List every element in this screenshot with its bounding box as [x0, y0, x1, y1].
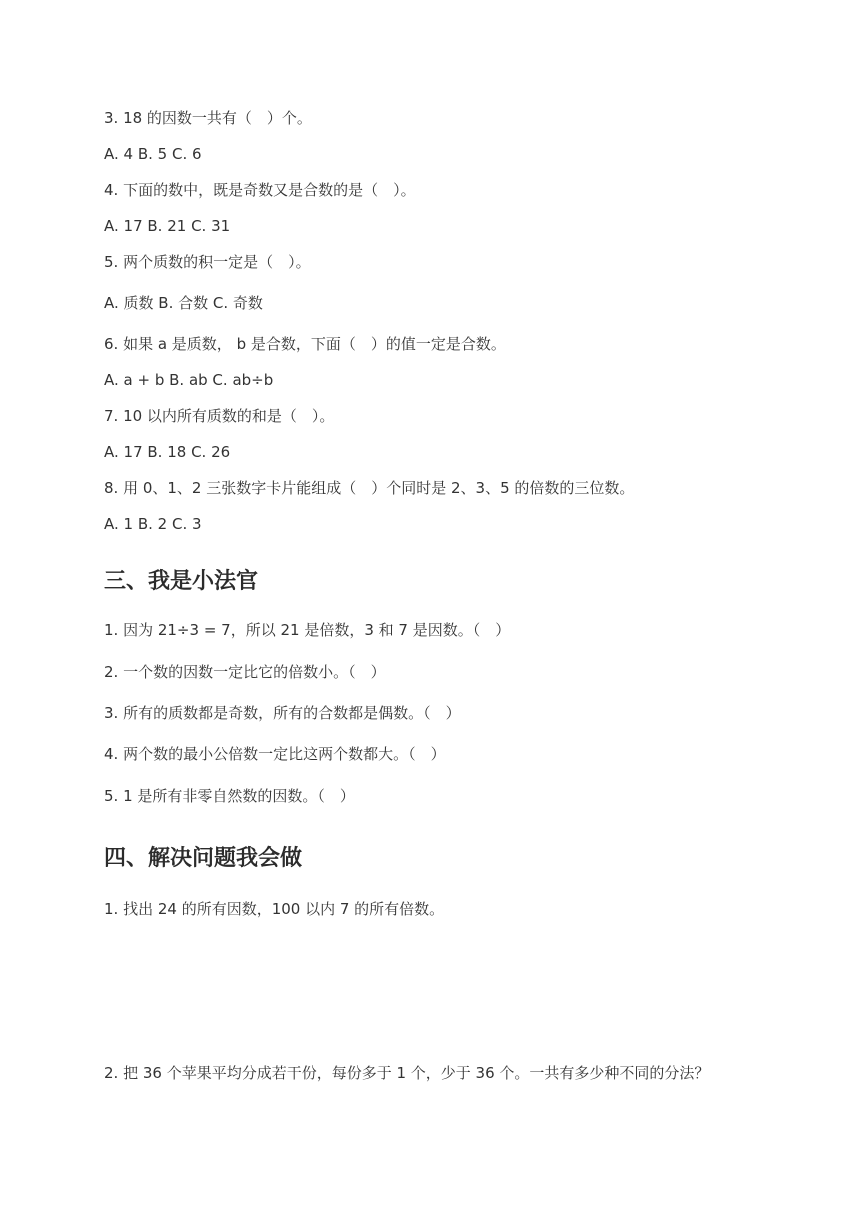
question-3: 3. 18 的因数一共有（ ）个。	[104, 109, 312, 127]
question-4: 4. 下面的数中，既是奇数又是合数的是（ ）。	[104, 181, 416, 199]
problem-item-1: 1. 找出 24 的所有因数，100 以内 7 的所有倍数。	[104, 900, 445, 918]
section-3-heading: 三、我是小法官	[104, 569, 259, 594]
judge-item-5: 5. 1 是所有非零自然数的因数。（ ）	[104, 787, 355, 805]
question-8: 8. 用 0、1、2 三张数字卡片能组成（ ）个同时是 2、3、5 的倍数的三位数。	[104, 479, 635, 497]
question-5-options: A. 质数 B. 合数 C. 奇数	[104, 294, 263, 312]
section-4-heading: 四、解决问题我会做	[104, 846, 303, 871]
judge-item-1: 1. 因为 21÷3 = 7，所以 21 是倍数，3 和 7 是因数。（ ）	[104, 621, 511, 639]
question-7: 7. 10 以内所有质数的和是（ ）。	[104, 407, 335, 425]
question-8-options: A. 1 B. 2 C. 3	[104, 515, 202, 533]
judge-item-4: 4. 两个数的最小公倍数一定比这两个数都大。（ ）	[104, 745, 446, 763]
question-5: 5. 两个质数的积一定是（ ）。	[104, 253, 311, 271]
question-3-options: A. 4 B. 5 C. 6	[104, 145, 202, 163]
judge-item-3: 3. 所有的质数都是奇数，所有的合数都是偶数。（ ）	[104, 704, 461, 722]
problem-item-2: 2. 把 36 个苹果平均分成若干份，每份多于 1 个，少于 36 个。一共有多少种不同的分法？	[104, 1064, 710, 1082]
question-4-options: A. 17 B. 21 C. 31	[104, 217, 231, 235]
question-7-options: A. 17 B. 18 C. 26	[104, 443, 231, 461]
judge-item-2: 2. 一个数的因数一定比它的倍数小。（ ）	[104, 663, 386, 681]
question-6-options: A. a + b B. ab C. ab÷b	[104, 371, 274, 389]
question-6: 6. 如果 a 是质数， b 是合数，下面（ ）的值一定是合数。	[104, 335, 506, 353]
